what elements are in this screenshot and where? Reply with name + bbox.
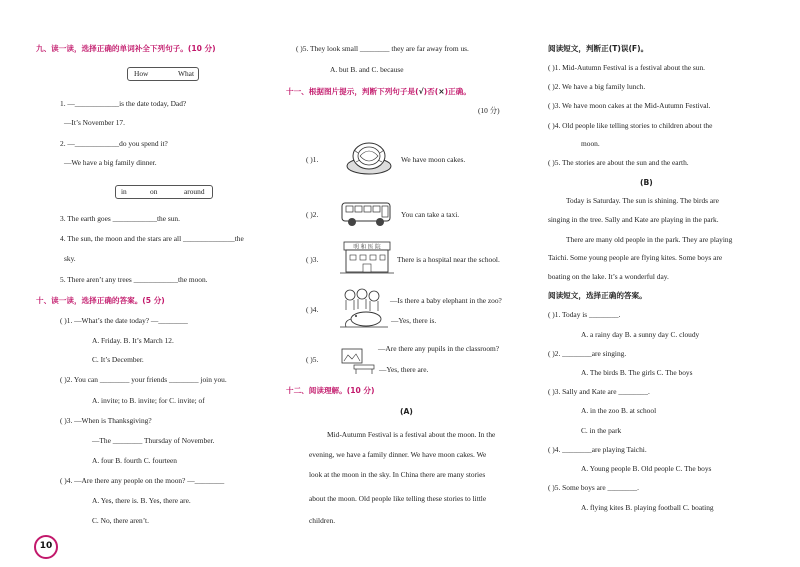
judge-4-answer: —Yes, there is.	[391, 316, 437, 325]
section-12-title: 十二、阅读理解。(10 分)	[286, 386, 375, 395]
tf-question-4-cont: moon.	[581, 139, 600, 148]
judge-4-question: —Is there a baby elephant in the zoo?	[390, 296, 502, 305]
question-9-2: 2. —____________do you spend it?	[60, 139, 168, 148]
mc-question-5: ( )5. Some boys are ________.	[548, 483, 639, 492]
mc-question-1: ( )1. Today is ________.	[548, 310, 621, 319]
section-11-title: 十一、根据图片提示，判断下列句子是(√)否(×)正确。	[286, 87, 471, 96]
mc-question-2: ( )2. ________are singing.	[548, 349, 627, 358]
tf-question-1: ( )1. Mid-Autumn Festival is a festival about the sun.	[548, 63, 706, 72]
passage-b-line: Taichi. Some young people are flying kites. Some boys are	[548, 253, 723, 262]
options-10-4: A. Yes, there is. B. Yes, there are.	[92, 496, 191, 505]
question-9-3: 3. The earth goes ____________the sun.	[60, 214, 180, 223]
options-10-1: A. Friday. B. It’s March 12.	[92, 336, 174, 345]
passage-a-line: children.	[309, 516, 336, 525]
elephant-scene-icon	[340, 287, 388, 329]
section-9-title: 九、读一读，选择正确的单词补全下列句子。(10 分)	[36, 44, 216, 53]
word-option: in	[121, 187, 127, 196]
judge-2-sentence: You can take a taxi.	[401, 210, 460, 219]
passage-a-label: (A)	[400, 407, 413, 416]
tf-question-5: ( )5. The stories are about the sun and the earth.	[548, 158, 689, 167]
judge-2-number: ( )2.	[306, 210, 319, 219]
judge-5-number: ( )5.	[306, 355, 319, 364]
tf-question-3: ( )3. We have moon cakes at the Mid-Autumn Festival.	[548, 101, 711, 110]
question-10-3-cont: —The ________ Thursday of November.	[92, 436, 215, 445]
passage-a-line: about the moon. Old people like telling these stories to little	[309, 494, 487, 503]
passage-b-label: (B)	[640, 178, 653, 187]
word-option: around	[184, 187, 205, 196]
judge-5-answer: —Yes, there are.	[379, 365, 429, 374]
moon-cake-icon	[342, 138, 396, 178]
options-10-3: A. four B. fourth C. fourteen	[92, 456, 177, 465]
passage-a-line: evening, we have a family dinner. We have moon cakes. We	[309, 450, 487, 459]
answer-9-2: —We have a big family dinner.	[64, 158, 157, 167]
bus-icon	[340, 200, 392, 228]
passage-a-line: look at the moon in the sky. In China there are many stories	[309, 470, 486, 479]
section-11-score: (10 分)	[478, 106, 500, 115]
page-number: 10	[34, 535, 58, 559]
mc-options-1: A. a rainy day B. a sunny day C. cloudy	[581, 330, 700, 339]
question-9-5: 5. There aren’t any trees ____________the moon.	[60, 275, 208, 284]
passage-b-line: boating on the lake. It’s a wonderful day.	[548, 272, 669, 281]
question-9-1: 1. —____________is the date today, Dad?	[60, 99, 187, 108]
mc-options-4: A. Young people B. Old people C. The boys	[581, 464, 712, 473]
question-10-5: ( )5. They look small ________ they are far away from us.	[296, 44, 469, 53]
tf-question-2: ( )2. We have a big family lunch.	[548, 82, 646, 91]
mc-options-3: A. in the zoo B. at school	[581, 406, 657, 415]
passage-b-instructions: 阅读短文，选择正确的答案。	[548, 291, 647, 300]
judge-1-number: ( )1.	[306, 155, 319, 164]
question-9-4-cont: sky.	[64, 254, 76, 263]
options-10-1-c: C. It’s December.	[92, 355, 144, 364]
word-box-in-on-around	[115, 185, 213, 199]
word-option: How	[134, 69, 149, 78]
hospital-icon	[340, 240, 394, 276]
mc-question-4: ( )4. ________are playing Taichi.	[548, 445, 647, 454]
answer-9-1: —It’s November 17.	[64, 118, 125, 127]
hospital-sign: 明 和 医 院	[353, 244, 381, 251]
word-option: What	[178, 69, 195, 78]
question-10-3: ( )3. —When is Thanksgiving?	[60, 416, 152, 425]
mc-options-5: A. flying kites B. playing football C. boating	[581, 503, 714, 512]
judge-5-question: —Are there any pupils in the classroom?	[378, 344, 500, 353]
options-10-5: A. but B. and C. because	[330, 65, 404, 74]
options-10-4-c: C. No, there aren’t.	[92, 516, 149, 525]
classroom-icon	[340, 343, 376, 375]
question-9-4: 4. The sun, the moon and the stars are all ______________the	[60, 234, 244, 243]
judge-4-number: ( )4.	[306, 305, 319, 314]
word-option: on	[150, 187, 158, 196]
mc-options-2: A. The birds B. The girls C. The boys	[581, 368, 693, 377]
passage-a-instructions: 阅读短文，判断正(T)误(F)。	[548, 44, 649, 53]
passage-a-line: Mid-Autumn Festival is a festival about the moon. In the	[327, 430, 496, 439]
word-box-how-what	[127, 67, 199, 81]
judge-1-sentence: We have moon cakes.	[401, 155, 466, 164]
mc-question-3: ( )3. Sally and Kate are ________.	[548, 387, 650, 396]
passage-b-line: singing in the tree. Sally and Kate are playing in the park.	[548, 215, 719, 224]
passage-b-line: Today is Saturday. The sun is shining. The birds are	[566, 196, 719, 205]
options-10-2: A. invite; to B. invite; for C. invite; of	[92, 396, 205, 405]
passage-b-line: There are many old people in the park. They are playing	[566, 235, 733, 244]
judge-3-number: ( )3.	[306, 255, 319, 264]
judge-3-sentence: There is a hospital near the school.	[397, 255, 500, 264]
question-10-4: ( )4. —Are there any people on the moon? —________	[60, 476, 225, 485]
mc-options-3-c: C. in the park	[581, 426, 622, 435]
section-10-title: 十、读一读，选择正确的答案。(5 分)	[36, 296, 165, 305]
tf-question-4: ( )4. Old people like telling stories to children about the	[548, 121, 713, 130]
question-10-2: ( )2. You can ________ your friends ________ join you.	[60, 375, 227, 384]
question-10-1: ( )1. —What’s the date today? —________	[60, 316, 188, 325]
